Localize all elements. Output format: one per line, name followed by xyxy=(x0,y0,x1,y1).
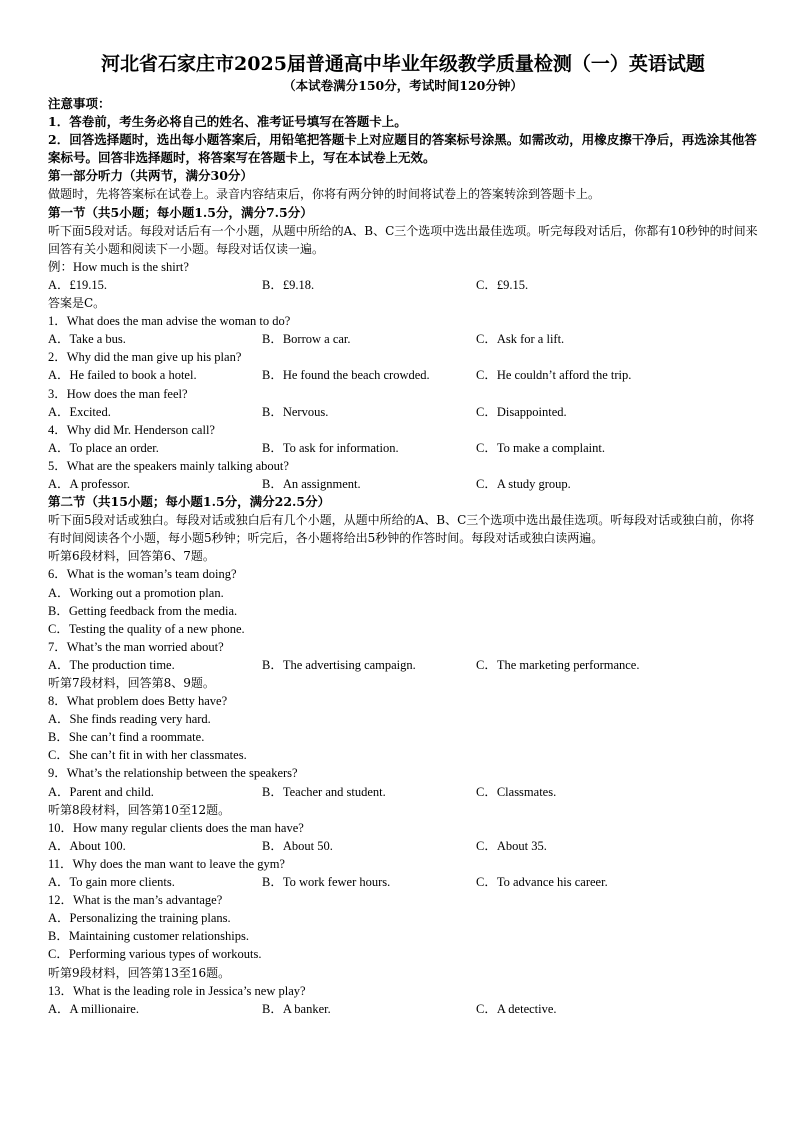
part1-instruction: 做题时，先将答案标在试卷上。录音内容结束后，你将有两分钟的时间将试卷上的答案转涂到答题卡上。 xyxy=(48,187,601,202)
question-9-options xyxy=(48,783,758,801)
question-3-options xyxy=(48,403,758,421)
option-b: B．Borrow a car. xyxy=(262,332,351,347)
section2-instruction: 听下面5段对话或独白。每段对话或独白后有几个小题，从题中所给的A、B、C三个选项中选出最佳选项。听每段对话或独白前，你将有时间阅读各个小题，每小题5秒钟；听完后，各小题将给出5秒钟的作答时间。每段对话或独白读两遍。 xyxy=(48,513,755,546)
question-11-options xyxy=(48,873,758,891)
question-8-option-a: A．She finds reading very hard. xyxy=(48,712,211,727)
notes-item-2: 2．回答选择题时，选出每小题答案后，用铅笔把答题卡上对应题目的答案标号涂黑。如需改动，用橡皮擦干净后，再选涂其他答案标号。回答非选择题时，将答案写在答题卡上，写在本试卷上无效。 xyxy=(48,132,757,166)
option-c: C．About 35. xyxy=(476,838,547,853)
question-8-option-c: C．She can’t fit in with her classmates. xyxy=(48,748,247,763)
question-10-options xyxy=(48,837,758,855)
example-question: 例：How much is the shirt? xyxy=(48,259,189,274)
question-1-options xyxy=(48,330,758,348)
material-6-label: 听第6段材料，回答第6、7题。 xyxy=(48,549,215,564)
option-b: B．About 50. xyxy=(262,838,333,853)
question-5: 5．What are the speakers mainly talking about? xyxy=(48,458,289,473)
option-c: C．To advance his career. xyxy=(476,875,608,890)
option-a: A．About 100. xyxy=(48,838,126,853)
question-7-options xyxy=(48,656,758,674)
option-b: B．To ask for information. xyxy=(262,440,399,455)
example-option-a: A．£19.15. xyxy=(48,277,108,292)
question-8: 8．What problem does Betty have? xyxy=(48,694,228,709)
question-6-option-c: C．Testing the quality of a new phone. xyxy=(48,621,245,636)
option-a: A．A professor. xyxy=(48,476,130,491)
question-1: 1．What does the man advise the woman to do? xyxy=(48,314,291,329)
option-b: B．The advertising campaign. xyxy=(262,657,416,672)
option-a: A．He failed to book a hotel. xyxy=(48,368,197,383)
section1-instruction: 听下面5段对话。每段对话后有一个小题，从题中所给的A、B、C三个选项中选出最佳选项。听完每段对话后，你都有10秒钟的时间来回答有关小题和阅读下一小题。每段对话仅读一遍。 xyxy=(48,223,758,256)
option-b: B．To work fewer hours. xyxy=(262,875,391,890)
question-10: 10．How many regular clients does the man have? xyxy=(48,820,304,835)
question-6-option-b: B．Getting feedback from the media. xyxy=(48,603,238,618)
question-6: 6．What is the woman’s team doing? xyxy=(48,567,237,582)
exam-title: 河北省石家庄市2025届普通高中毕业年级教学质量检测（一）英语试题 xyxy=(101,53,705,75)
option-a: A．To place an order. xyxy=(48,440,159,455)
notes-heading: 注意事项： xyxy=(48,96,111,111)
part1-heading: 第一部分听力（共两节，满分30分） xyxy=(48,168,253,184)
question-4-options xyxy=(48,439,758,457)
option-b: B．Teacher and student. xyxy=(262,784,386,799)
option-c: C．Classmates. xyxy=(476,784,557,799)
option-a: A．To gain more clients. xyxy=(48,875,175,890)
question-3: 3．How does the man feel? xyxy=(48,386,188,401)
material-8-label: 听第8段材料，回答第10至12题。 xyxy=(48,802,231,817)
question-12: 12．What is the man’s advantage? xyxy=(48,893,223,908)
question-11: 11．Why does the man want to leave the gym? xyxy=(48,856,285,871)
question-12-option-b: B．Maintaining customer relationships. xyxy=(48,929,250,944)
material-7-label: 听第7段材料，回答第8、9题。 xyxy=(48,676,215,690)
example-option-c: C．£9.15. xyxy=(476,277,529,292)
question-2-options xyxy=(48,366,758,384)
option-c: C．Ask for a lift. xyxy=(476,332,565,347)
option-b: B．A banker. xyxy=(262,1001,331,1016)
option-c: C．To make a complaint. xyxy=(476,440,605,455)
question-13: 13．What is the leading role in Jessica’s new play? xyxy=(48,983,306,998)
section1-heading: 第一节（共5小题；每小题1.5分，满分7.5分） xyxy=(48,204,313,220)
example-option-b: B．£9.18. xyxy=(262,277,315,292)
question-8-option-b: B．She can’t find a roommate. xyxy=(48,730,205,745)
option-a: A．Parent and child. xyxy=(48,784,154,799)
question-2: 2．Why did the man give up his plan? xyxy=(48,350,242,365)
question-4: 4．Why did Mr. Henderson call? xyxy=(48,422,215,437)
question-12-option-a: A．Personalizing the training plans. xyxy=(48,911,231,926)
section2-heading: 第二节（共15小题；每小题1.5分，满分22.5分） xyxy=(48,494,331,510)
example-answer: 答案是C。 xyxy=(48,296,106,311)
option-a: A．Take a bus. xyxy=(48,332,126,347)
question-13-options xyxy=(48,1000,758,1018)
option-b: B．He found the beach crowded. xyxy=(262,368,430,383)
option-c: C．A study group. xyxy=(476,476,571,491)
option-c: C．Disappointed. xyxy=(476,404,567,419)
exam-subtitle: （本试卷满分150分，考试时间120分钟） xyxy=(283,78,523,93)
option-c: C．The marketing performance. xyxy=(476,657,640,672)
option-c: C．A detective. xyxy=(476,1001,557,1016)
option-b: B．An assignment. xyxy=(262,476,361,491)
question-5-options xyxy=(48,475,758,493)
option-c: C．He couldn’t afford the trip. xyxy=(476,368,632,383)
option-a: A．Excited. xyxy=(48,404,111,419)
option-a: A．The production time. xyxy=(48,657,175,672)
exam-page xyxy=(48,52,758,1018)
option-b: B．Nervous. xyxy=(262,404,329,419)
question-9: 9．What’s the relationship between the speakers? xyxy=(48,766,298,781)
option-a: A．A millionaire. xyxy=(48,1001,139,1016)
example-options xyxy=(48,276,758,294)
material-9-label: 听第9段材料，回答第13至16题。 xyxy=(48,965,231,980)
question-12-option-c: C．Performing various types of workouts. xyxy=(48,947,262,962)
question-7: 7．What’s the man worried about? xyxy=(48,639,224,654)
notes-item-1: 1．答卷前，考生务必将自己的姓名、准考证号填写在答题卡上。 xyxy=(48,114,407,130)
question-6-option-a: A．Working out a promotion plan. xyxy=(48,585,224,600)
